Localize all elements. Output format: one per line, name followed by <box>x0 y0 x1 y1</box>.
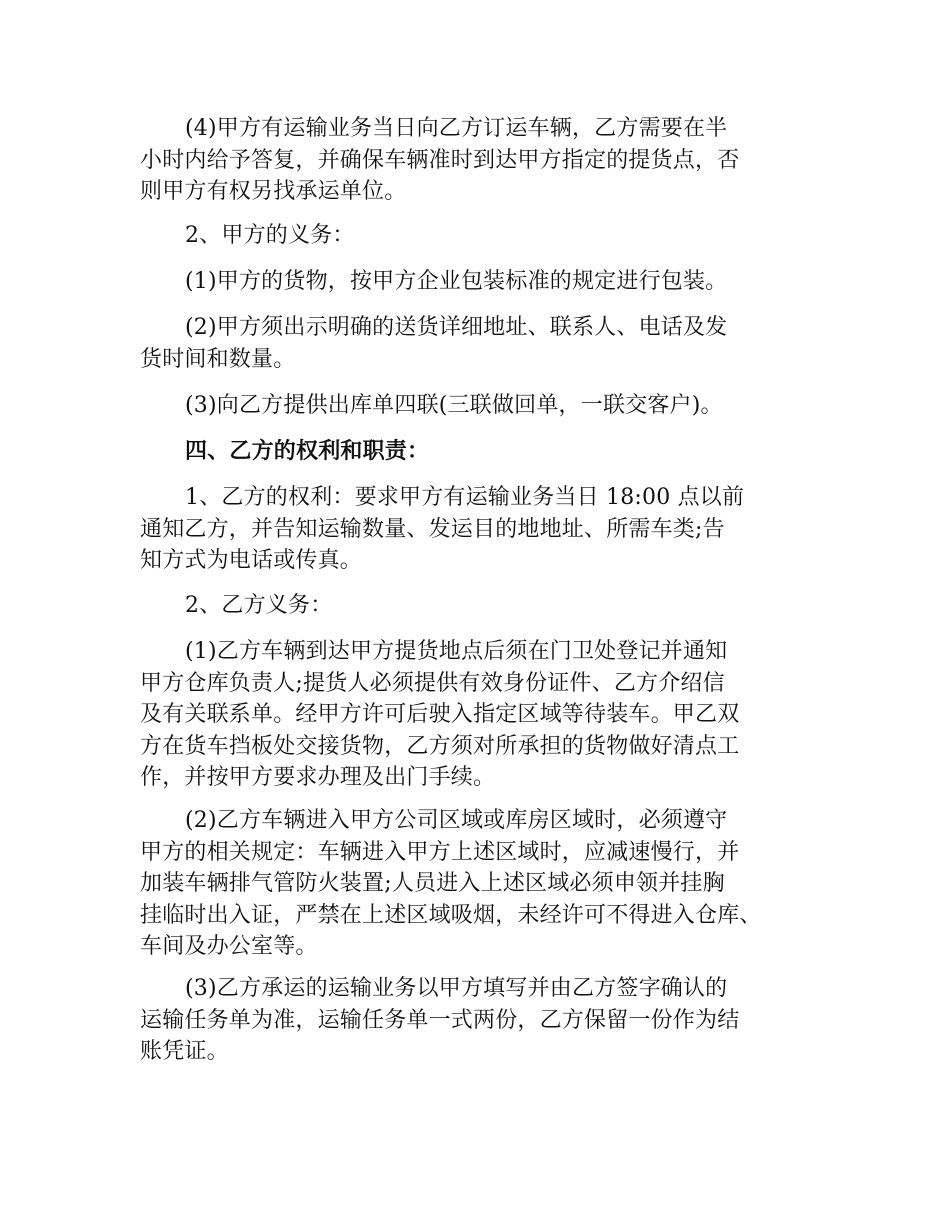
paragraph-line: 车间及办公室等。 <box>140 934 318 959</box>
paragraph-party-a-obligations-title <box>140 220 830 252</box>
paragraph-line: 挂临时出入证，严禁在上述区域吸烟，未经许可不得进入仓库、 <box>140 902 762 928</box>
paragraph-line: 方在货车挡板处交接货物，乙方须对所承担的货物做好清点工 <box>140 733 740 759</box>
paragraph-line: (1)乙方车辆到达甲方提货地点后须在门卫处登记并通知 <box>185 639 728 664</box>
paragraph-transport-task-sheet <box>140 973 830 1068</box>
paragraph-line: 运输任务单为准，运输任务单一式两份，乙方保留一份作为结 <box>140 1007 740 1033</box>
paragraph-line: 1、乙方的权利：要求甲方有运输业务当日 18:00 点以前 <box>185 485 745 510</box>
paragraph-outbound-receipt <box>140 390 830 422</box>
paragraph-line: (3)乙方承运的运输业务以甲方填写并由乙方签字确认的 <box>185 976 728 1001</box>
paragraph-line: (3)向乙方提供出库单四联(三联做回单，一联交客户)。 <box>185 393 723 418</box>
paragraph-line: (1)甲方的货物，按甲方企业包装标准的规定进行包装。 <box>185 269 728 294</box>
paragraph-line: 2、甲方的义务： <box>185 223 355 248</box>
paragraph-line: 作，并按甲方要求办理及出门手续。 <box>140 765 496 790</box>
paragraph-delivery-address <box>140 312 830 375</box>
paragraph-line: 甲方的相关规定：车辆进入甲方上述区域时，应减速慢行，并 <box>140 839 740 865</box>
paragraph-line: 甲方仓库负责人;提货人必须提供有效身份证件、乙方介绍信 <box>140 670 725 696</box>
paragraph-line: (4)甲方有运输业务当日向乙方订运车辆，乙方需要在半 <box>185 116 728 141</box>
paragraph-party-a-order-vehicles <box>140 113 830 208</box>
paragraph-party-b-obligations-title <box>140 590 830 622</box>
paragraph-line: 知方式为电话或传真。 <box>140 548 363 573</box>
paragraph-line: 及有关联系单。经甲方许可后驶入指定区域等待装车。甲乙双 <box>140 702 740 727</box>
paragraph-line: 2、乙方义务： <box>185 593 333 618</box>
paragraph-line: (2)乙方车辆进入甲方公司区域或库房区域时，必须遵守 <box>185 808 728 833</box>
paragraph-line: 小时内给予答复，并确保车辆准时到达甲方指定的提货点，否 <box>140 147 740 173</box>
paragraph-line: 加装车辆排气管防火装置;人员进入上述区域必须申领并挂胸 <box>140 871 725 896</box>
paragraph-line: 则甲方有权另找承运单位。 <box>140 179 407 204</box>
paragraph-line: 四、乙方的权利和职责： <box>185 438 430 464</box>
paragraph-party-b-rights <box>140 482 830 577</box>
section-heading-party-b <box>140 436 830 468</box>
paragraph-line: 账凭证。 <box>140 1039 229 1064</box>
paragraph-line: 货时间和数量。 <box>140 346 296 372</box>
paragraph-packaging <box>140 266 830 298</box>
paragraph-line: 通知乙方，并告知运输数量、发运目的地地址、所需车类;告 <box>140 516 725 542</box>
paragraph-site-regulations <box>140 805 830 963</box>
paragraph-vehicle-arrival <box>140 636 830 794</box>
paragraph-line: (2)甲方须出示明确的送货详细地址、联系人、电话及发 <box>185 315 728 340</box>
